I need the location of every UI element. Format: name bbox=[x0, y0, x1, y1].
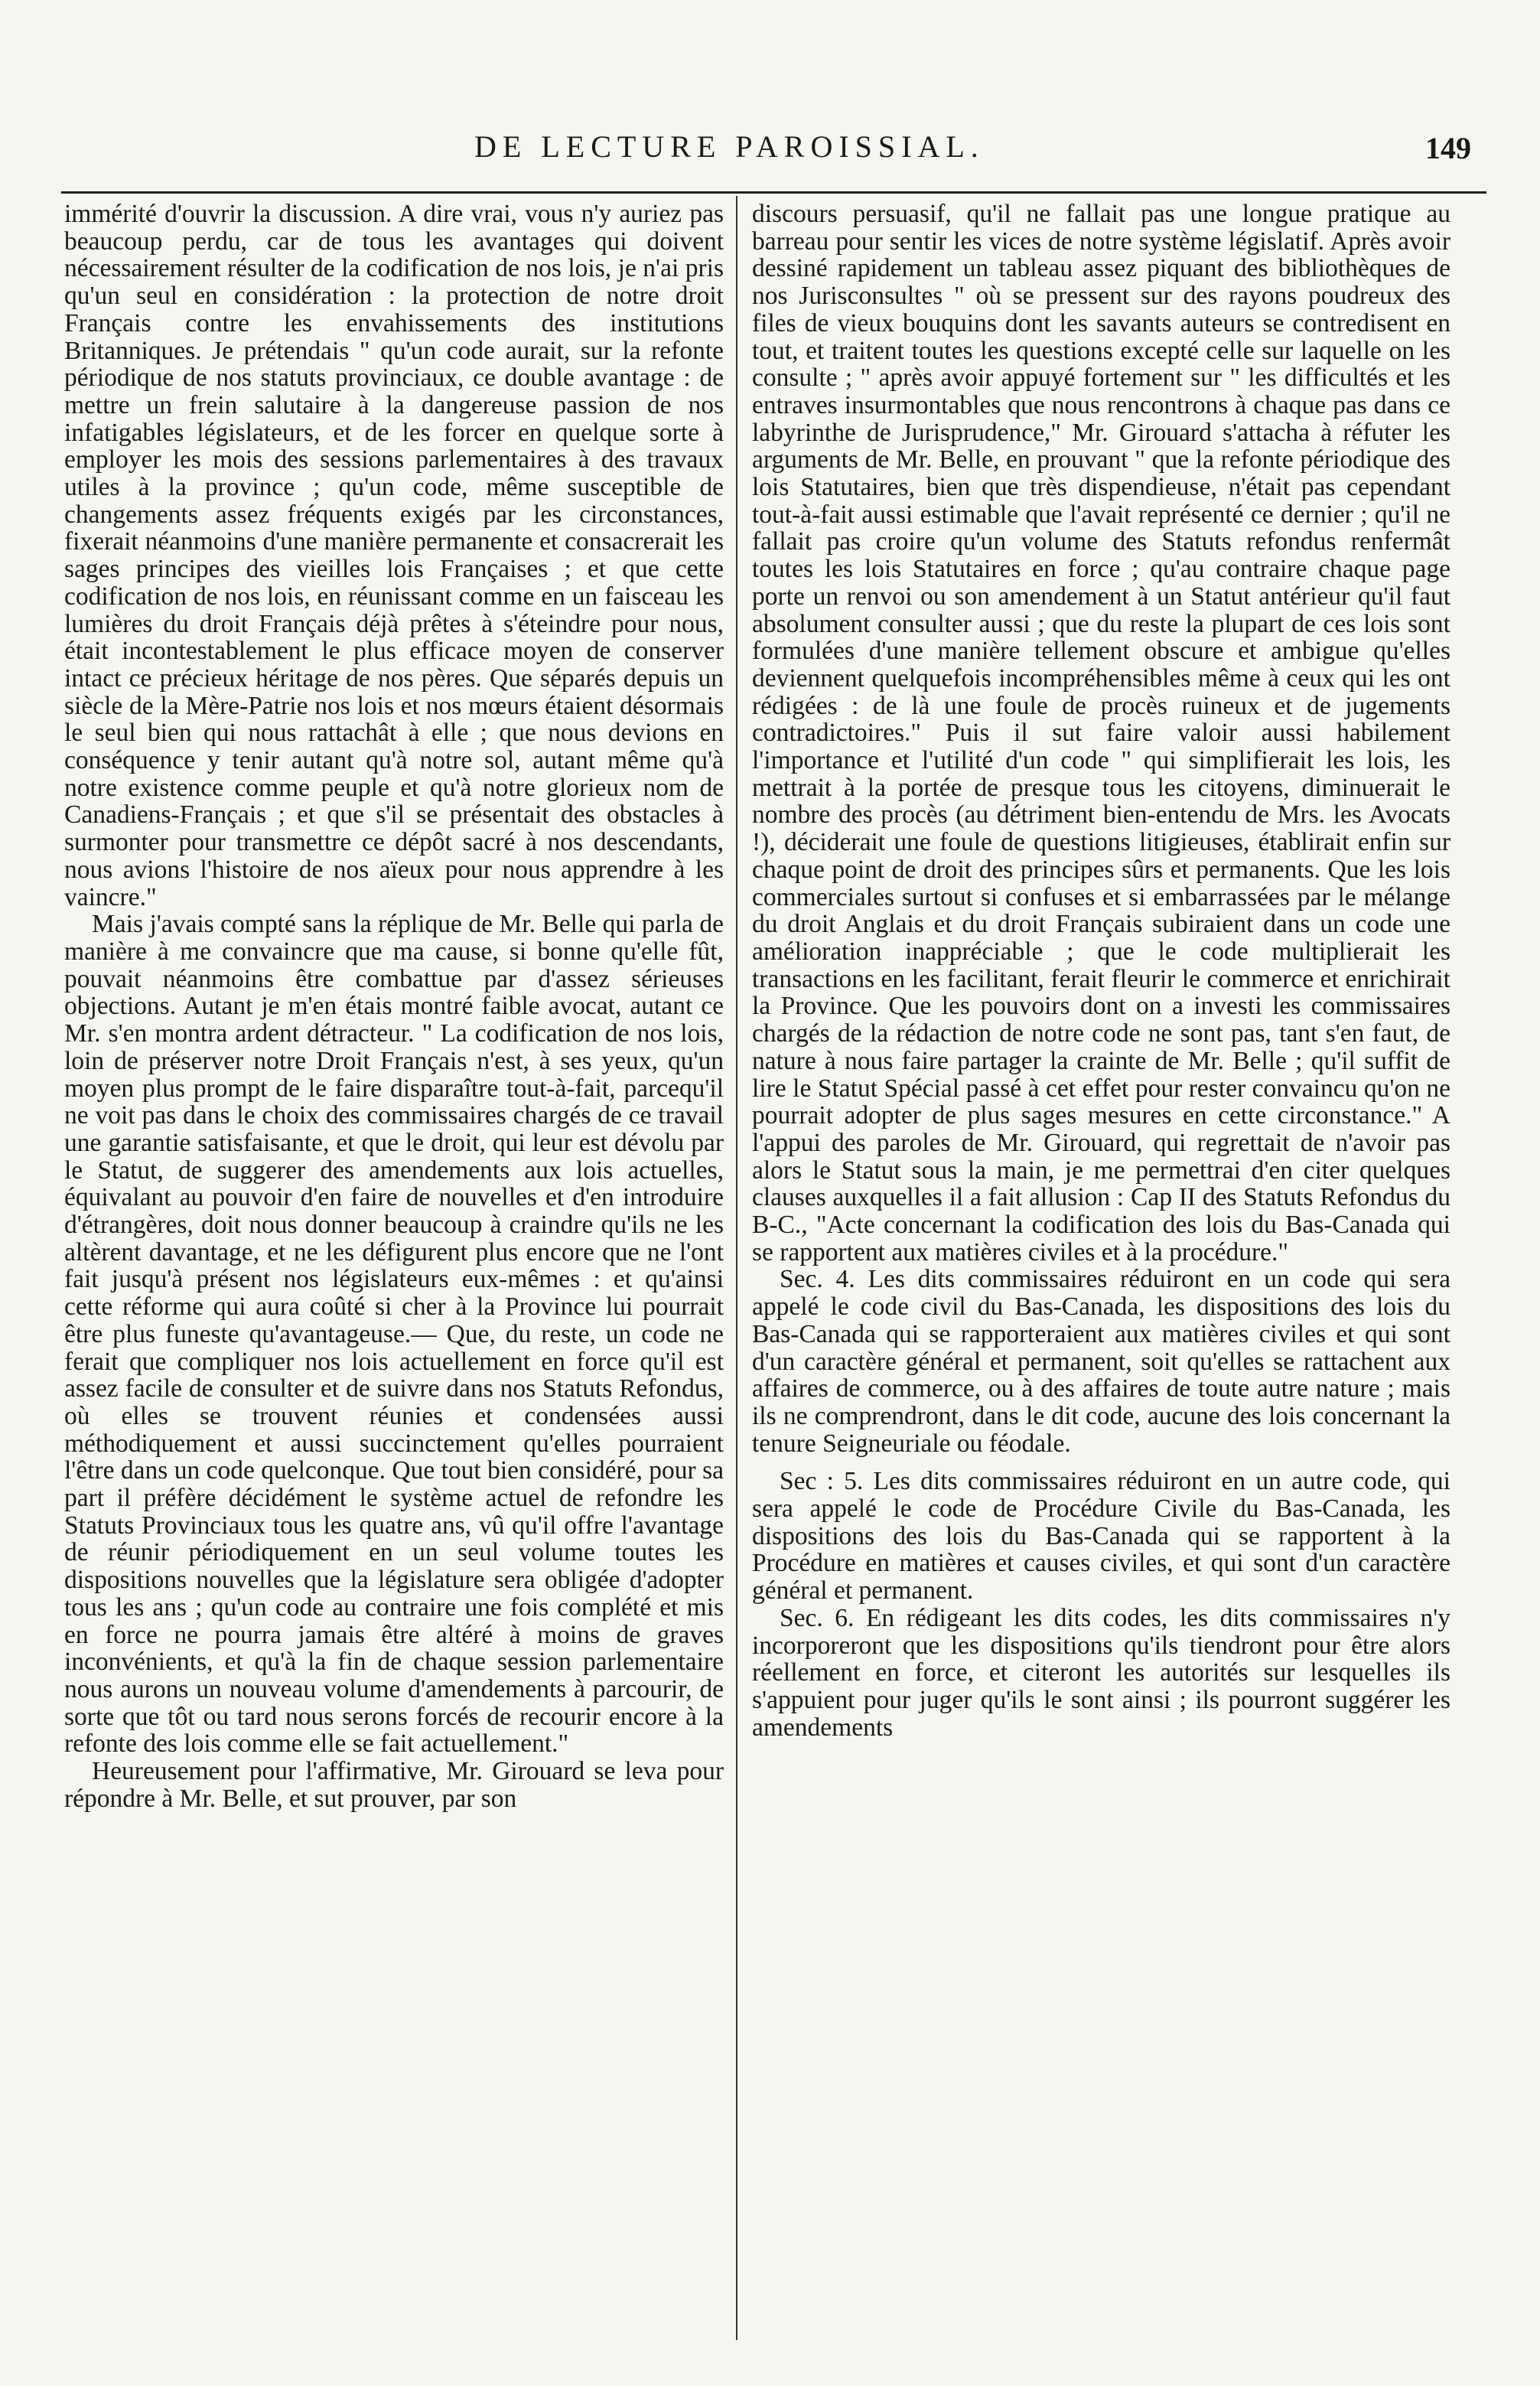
left-column bbox=[64, 200, 724, 2340]
page-number: 149 bbox=[1425, 131, 1471, 165]
column-divider bbox=[736, 196, 737, 2340]
page-header bbox=[61, 115, 1486, 168]
section-4: Sec. 4. Les dits commissaires réduiront en un code qui sera appelé le code civil du Bas-Canada, les dispositions des lois du Bas-Canada qui se rapporteraient aux matières civiles et qui sont d'un caractère général et permanent, soit qu'elles se rattachent aux affaires de commerce, ou à des affaires de toute autre nature ; mais ils ne comprendront, dans le dit code, aucune des lois concernant la tenure Seigneuriale ou féodale. bbox=[752, 1265, 1450, 1458]
right-column bbox=[752, 200, 1450, 2340]
section-5: Sec : 5. Les dits commissaires réduiront en un autre code, qui sera appelé le code de Procédure Civile du Bas-Canada, les dispositions des lois du Bas-Canada qui se rapportent à la Procédure en matières et causes civiles, et qui sont d'un caractère général et permanent. bbox=[752, 1467, 1450, 1605]
right-paragraph-1: discours persuasif, qu'il ne fallait pas une longue pratique au barreau pour sentir les vices de notre système législatif. Après avoir dessiné rapidement un tableau assez piquant des bibliothèques de nos Jurisconsultes " où se pressent sur des rayons poudreux des files de vieux bouquins dont les savants auteurs se contredisent en tout, et traitent toutes les questions excepté celle sur laquelle on les consulte ; " après avoir appuyé fortement sur " les difficultés et les entraves insurmontables que nous rencontrons à chaque pas dans ce labyrinthe de Jurisprudence," Mr. Girouard s'attacha à réfuter les arguments de Mr. Belle, en prouvant " que la refonte périodique des lois Statutaires, bien que très dispendieuse, n'était pas cependant tout-à-fait aussi estimable que l'avait représenté ce dernier ; qu'il ne fallait pas croire qu'un volume des Statuts refondus renfermât toutes les lois Statutaires en force ; qu'au contraire chaque page porte un renvoi ou son amendement à un Statut antérieur qu'il faut absolument consulter aussi ; que du reste la plupart de ces lois sont formulées d'une manière tellement obscure et ambigue qu'elles deviennent quelquefois incompréhensibles même à ceux qui les ont rédigées : de là une foule de procès ruineux et de jugements contradictoires." Puis il sut faire valoir aussi habilement l'importance et l'utilité d'un code " qui simplifierait les lois, les mettrait à la portée de presque tous les citoyens, diminuerait le nombre des procès (au détriment bien-entendu de Mrs. les Avocats !), déciderait une foule de questions litigieuses, établirait enfin sur chaque point de droit des principes sûrs et permanents. Que les lois commerciales surtout si confuses et si embarrassées par le mélange du droit Anglais et du droit Français subiraient dans un code une amélioration inappréciable ; que le code multiplierait les transactions en les facilitant, ferait fleurir le commerce et enrichirait la Province. Que les pouvoirs dont on a investi les commissaires chargés de la rédaction de notre code ne sont pas, tant s'en faut, de nature à nous faire partager la crainte de Mr. Belle ; qu'il suffit de lire le Statut Spécial passé à cet effet pour rester convaincu qu'on ne pourrait adopter de plus sages mesures en cette circonstance." A l'appui des paroles de Mr. Girouard, qui regrettait de n'avoir pas alors le Statut sous la main, je me permettrai d'en citer quelques clauses auxquelles il a fait allusion : Cap II des Statuts Refondus du B-C., "Acte concernant la codification des lois du Bas-Canada qui se rapportent aux matières civiles et à la procédure." bbox=[752, 200, 1450, 1266]
header-rule bbox=[61, 191, 1486, 194]
left-paragraph-1: immérité d'ouvrir la discussion. A dire vrai, vous n'y auriez pas beaucoup perdu, car de tous les avantages qui doivent nécessairement résulter de la codification de nos lois, je n'ai pris qu'un seul en considération : la protection de notre droit Français contre les envahissements des institutions Britanniques. Je prétendais " qu'un code aurait, sur la refonte périodique de nos statuts provinciaux, ce double avantage : de mettre un frein salutaire à la dangereuse passion de nos infatigables législateurs, et de les forcer en quelque sorte à employer les mois des sessions parlementaires à des travaux utiles à la province ; qu'un code, même susceptible de changements assez fréquents exigés par les circonstances, fixerait néanmoins d'une manière permanente et consacrerait les sages principes des vieilles lois Françaises ; et que cette codification de nos lois, en réunissant comme en un faisceau les lumières du droit Français déjà prêtes à s'éteindre pour nous, était incontestablement le plus efficace moyen de conserver intact ce précieux héritage de nos pères. Que séparés depuis un siècle de la Mère-Patrie nos lois et nos mœurs étaient désormais le seul bien qui nous rattachât à elle ; que nous devions en conséquence y tenir autant qu'à notre sol, autant même qu'à notre existence comme peuple et qu'à notre glorieux nom de Canadiens-Français ; et que s'il se présentait des obstacles à surmonter pour transmettre ce dépôt sacré à nos descendants, nous avions l'histoire de nos aïeux pour nous apprendre à les vaincre." bbox=[64, 200, 724, 911]
running-title: DE LECTURE PAROISSIAL. bbox=[474, 129, 985, 164]
left-paragraph-2: Mais j'avais compté sans la réplique de Mr. Belle qui parla de manière à me convaincre que ma cause, si bonne qu'elle fût, pouvait néanmoins être combattue par d'assez sérieuses objections. Autant je m'en étais montré faible avocat, autant ce Mr. s'en montra ardent détracteur. " La codification de nos lois, loin de préserver notre Droit Français n'est, à ses yeux, qu'un moyen plus prompt de le faire disparaître tout-à-fait, parcequ'il ne voit pas dans le choix des commissaires chargés de ce travail une garantie satisfaisante, et que le droit, qui leur est dévolu par le Statut, de suggerer des amendements aux lois actuelles, équivalant au pouvoir d'en faire de nouvelles et d'en introduire d'étrangères, doit nous donner beaucoup à craindre qu'ils ne les altèrent davantage, et ne les défigurent plus encore que ne l'ont fait jusqu'à présent nos législateurs eux-mêmes : et qu'ainsi cette réforme qui aura coûté si cher à la Province lui pourrait être plus funeste qu'avantageuse.— Que, du reste, un code ne ferait que compliquer nos lois actuellement en force qu'il est assez facile de consulter et de suivre dans nos Statuts Refondus, où elles se trouvent réunies et condensées aussi méthodiquement et aussi succinctement qu'elles pourraient l'être dans un code quelconque. Que tout bien considéré, pour sa part il préfère décidément le système actuel de refondre les Statuts Provinciaux tous les quatre ans, vû qu'il offre l'avantage de réunir périodiquement en un seul volume toutes les dispositions nouvelles que la législature sera obligée d'adopter tous les ans ; qu'un code au contraire une fois complété et mis en force ne pourra jamais être altéré à moins de graves inconvénients, et qu'à la fin de chaque session parlementaire nous aurons un nouveau volume d'amendements à parcourir, de sorte que tôt ou tard nous serons forcés de recourir encore à la refonte des lois comme elle se fait actuellement." bbox=[64, 910, 724, 1759]
left-paragraph-3: Heureusement pour l'affirmative, Mr. Girouard se leva pour répondre à Mr. Belle, et sut prouver, par son bbox=[64, 1757, 724, 1813]
section-6: Sec. 6. En rédigeant les dits codes, les dits commissaires n'y incorporeront que les dispositions qu'ils tiendront pour être alors réellement en force, et citeront les autorités sur lesquelles ils s'appuient pour juger qu'ils le sont ainsi ; ils pourront suggérer les amendements bbox=[752, 1603, 1450, 1742]
